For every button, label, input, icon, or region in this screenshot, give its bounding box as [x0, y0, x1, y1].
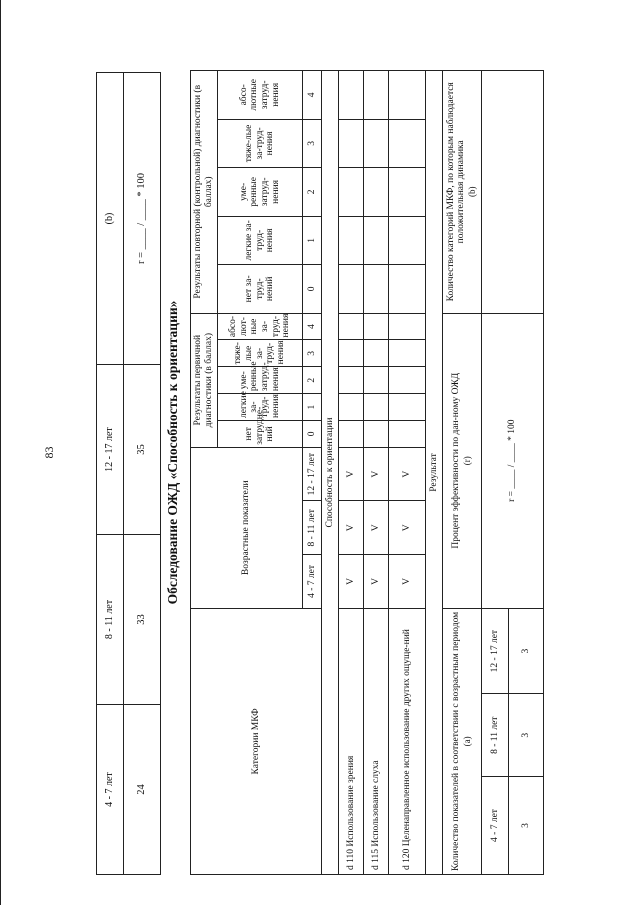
icf-category-name: d 120 Целенаправленное использование других ощуще-ний: [389, 608, 426, 874]
repeat-level-4: абсо-лютные затруд-нения: [218, 71, 303, 120]
age-header-cell: 12 - 17 лет: [97, 365, 124, 535]
b-label-cell: (b): [97, 73, 124, 365]
score-cell[interactable]: [389, 119, 426, 167]
repeat-level-0: нет за-труд-нений: [218, 265, 303, 313]
age-check-mark: V: [389, 555, 426, 609]
age-indicators-header: Возрастные показатели: [191, 447, 303, 608]
result-label: Результат: [426, 71, 443, 875]
score-cell[interactable]: [364, 216, 389, 264]
count-value-cell: 3: [509, 694, 544, 777]
repeat-diagnostics-header: Результаты повторной (контрольной) диагностики (в баллах): [191, 71, 218, 314]
count-age-cell: 12 - 17 лет: [482, 608, 509, 694]
repeat-level-1: легкие за-труд-нения: [218, 216, 303, 264]
score-cell[interactable]: [339, 71, 364, 120]
efficiency-header: [443, 313, 482, 608]
table-row: [364, 71, 389, 875]
count-age-cell: 8 - 11 лет: [482, 694, 509, 777]
score-cell[interactable]: [339, 367, 364, 394]
score-cell[interactable]: [389, 340, 426, 367]
score-cell[interactable]: [339, 313, 364, 340]
score-cell[interactable]: [389, 313, 426, 340]
age-count-header-row: [97, 73, 124, 875]
score-cell[interactable]: [364, 313, 389, 340]
score-cell[interactable]: [389, 216, 426, 264]
repeat-score: 1: [303, 216, 322, 264]
count-header-sub: (a): [461, 736, 472, 747]
repeat-score: 2: [303, 168, 322, 216]
icf-assessment-table: [190, 70, 544, 875]
icf-category-name: d 115 Использование слуха: [364, 608, 389, 874]
score-cell[interactable]: [364, 340, 389, 367]
icf-category-name: d 110 Использование зрения: [339, 608, 364, 874]
age-check-mark: V: [389, 501, 426, 555]
table-row: [389, 71, 426, 875]
score-cell[interactable]: [364, 420, 389, 447]
score-cell[interactable]: [339, 265, 364, 313]
primary-level-1: легкие за-труд-нения: [218, 394, 303, 421]
age-check-mark: V: [339, 501, 364, 555]
count-value-cell: 3: [509, 776, 544, 874]
score-cell[interactable]: [364, 168, 389, 216]
primary-score: 1: [303, 394, 322, 421]
score-cell[interactable]: [364, 394, 389, 421]
count-header: [443, 608, 482, 874]
repeat-score: 3: [303, 119, 322, 167]
table-row: [339, 71, 364, 875]
primary-score: 3: [303, 340, 322, 367]
primary-level-2: уме-ренные затруд-нения: [218, 367, 303, 394]
efficiency-header-sub: (r): [461, 456, 472, 466]
score-cell[interactable]: [389, 71, 426, 120]
efficiency-formula: r = ____ / ____ * 100: [482, 313, 544, 608]
age-value-cell: 33: [124, 535, 161, 705]
age-group-cell: 4 - 7 лет: [303, 555, 322, 609]
score-cell[interactable]: [389, 394, 426, 421]
primary-diagnostics-header: Результаты первичной диагностики (в баллах): [191, 313, 218, 447]
age-check-mark: V: [389, 447, 426, 501]
count-header-text: Количество показателей в соответствии с возрастным периодом: [450, 611, 461, 871]
age-group-cell: 8 - 11 лет: [303, 501, 322, 555]
categories-header: Категории МКФ: [191, 608, 322, 874]
score-cell[interactable]: [364, 119, 389, 167]
efficiency-header-text: Процент эффективности по дан-ному ОЖД: [450, 372, 461, 549]
score-cell[interactable]: [339, 168, 364, 216]
age-value-cell: 35: [124, 365, 161, 535]
repeat-score: 0: [303, 265, 322, 313]
primary-score: 2: [303, 367, 322, 394]
summary-age-row: [482, 71, 509, 875]
primary-level-3: тяже-лые за-труд-нения: [218, 340, 303, 367]
age-check-mark: V: [364, 447, 389, 501]
primary-level-0: нет затрудне-ний: [218, 420, 303, 447]
header-row-1: [191, 71, 218, 875]
score-cell[interactable]: [364, 265, 389, 313]
age-value-cell: 24: [124, 705, 161, 875]
repeat-level-3: тяже-лые за-труд-нения: [218, 119, 303, 167]
formula-cell: r = ____ / ____ * 100: [124, 73, 161, 365]
age-group-cell: 12 - 17 лет: [303, 447, 322, 501]
dynamics-header: [443, 71, 482, 314]
primary-level-4: абсо-лют-ные за-труд-нения: [218, 313, 303, 340]
age-check-mark: V: [364, 555, 389, 609]
score-cell[interactable]: [339, 420, 364, 447]
primary-score: 4: [303, 313, 322, 340]
result-row: [426, 71, 443, 875]
score-cell[interactable]: [364, 71, 389, 120]
dynamics-header-sub: (b): [466, 186, 477, 198]
age-check-mark: V: [339, 555, 364, 609]
document-title: Обследование ОЖД «Способность к ориентации»: [165, 300, 180, 605]
age-count-table: [96, 72, 161, 875]
page-number: 83: [42, 446, 56, 459]
score-cell[interactable]: [389, 265, 426, 313]
dynamics-header-text: Количество категорий МКФ, по которым наблюдается положительная динамика: [445, 82, 467, 302]
count-age-cell: 4 - 7 лет: [482, 776, 509, 874]
repeat-level-2: уме-ренные затруд-нения: [218, 168, 303, 216]
primary-score: 0: [303, 420, 322, 447]
score-cell[interactable]: [389, 367, 426, 394]
age-header-cell: 4 - 7 лет: [97, 705, 124, 875]
section-label: Способность к ориентации: [322, 71, 339, 875]
score-cell[interactable]: [339, 119, 364, 167]
age-check-mark: V: [339, 447, 364, 501]
count-value-cell: 3: [509, 608, 544, 694]
score-cell[interactable]: [364, 367, 389, 394]
score-cell[interactable]: [389, 420, 426, 447]
age-header-cell: 8 - 11 лет: [97, 535, 124, 705]
section-row: [322, 71, 339, 875]
dynamics-value-cell[interactable]: [482, 71, 544, 314]
score-cell[interactable]: [339, 216, 364, 264]
score-cell[interactable]: [339, 394, 364, 421]
age-count-value-row: [124, 73, 161, 875]
summary-header-row: [443, 71, 482, 875]
age-check-mark: V: [364, 501, 389, 555]
score-cell[interactable]: [389, 168, 426, 216]
repeat-score: 4: [303, 71, 322, 120]
score-cell[interactable]: [339, 340, 364, 367]
